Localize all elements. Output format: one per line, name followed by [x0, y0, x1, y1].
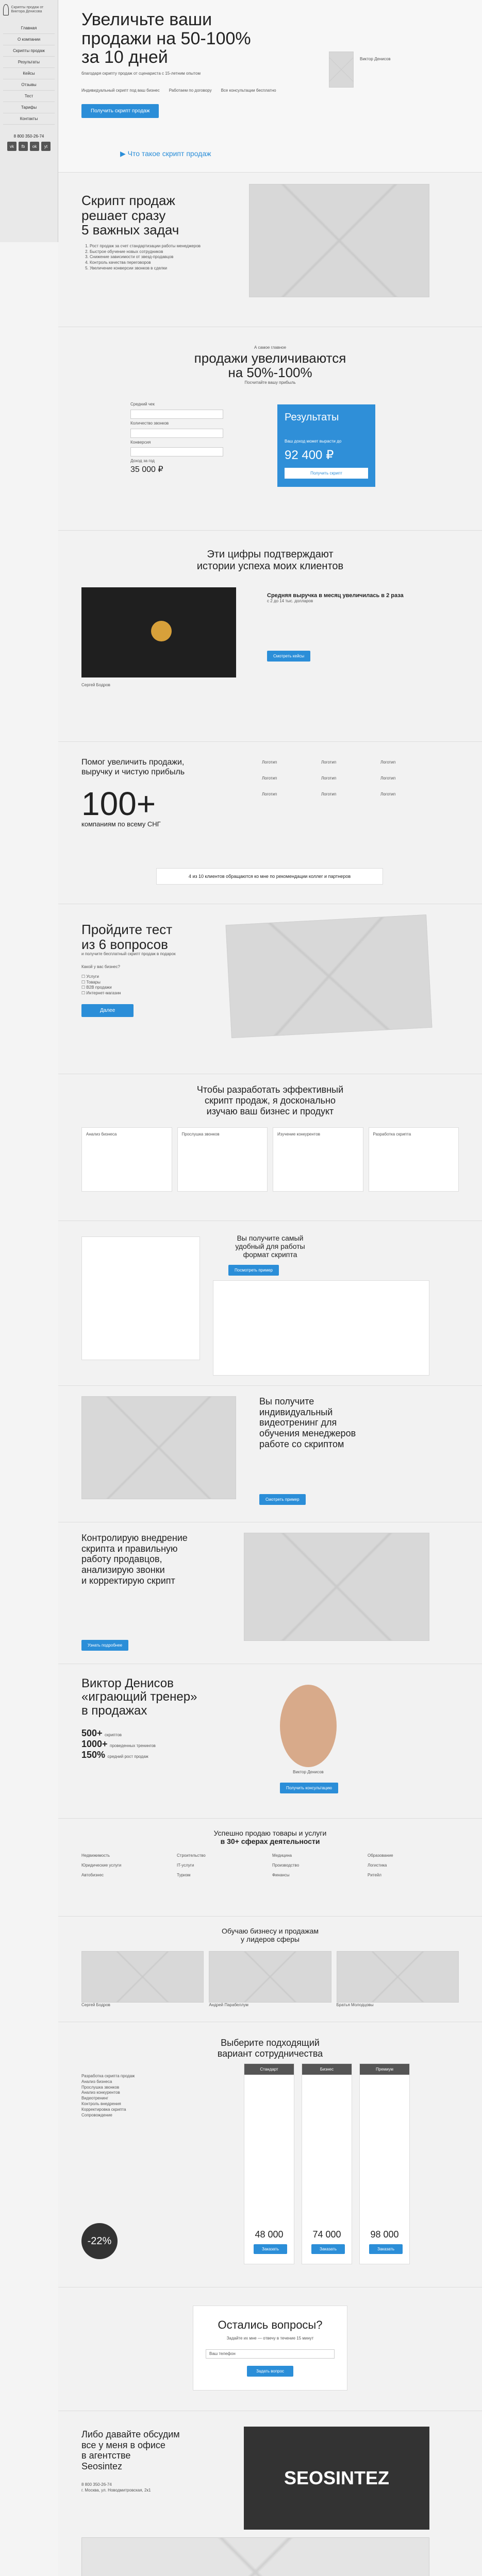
author-stats	[81, 1728, 459, 1760]
hero-bullet: Все консультации бесплатно	[221, 88, 276, 93]
case-text	[267, 592, 422, 662]
option-label: Товары	[86, 979, 101, 985]
video-link-label: Что такое скрипт продаж	[127, 149, 211, 158]
contacts-title-line: Seosintez	[81, 2461, 123, 2472]
ok-icon[interactable]: ok	[30, 142, 39, 151]
pricing-card	[244, 2063, 294, 2264]
leader-name: Андрей Парабеллум	[209, 2003, 248, 2007]
questions-title: Остались вопросы?	[218, 2318, 323, 2331]
plan-name: Премиум	[360, 2064, 409, 2075]
pricing-card	[302, 2063, 352, 2264]
hero-title-line-3: за 10 дней	[81, 47, 168, 67]
spheres-grid	[81, 1853, 459, 1878]
leaders-title-line: Обучаю бизнесу и продажам	[221, 1927, 319, 1935]
sidebar-phone[interactable]: 8 800 350-26-74	[13, 134, 44, 139]
questions-section	[58, 2287, 482, 2411]
play-icon[interactable]	[151, 621, 172, 641]
stat-label: проведенных тренингов	[110, 1743, 156, 1749]
pricing-feature: Контроль внедрения	[81, 2101, 121, 2106]
leader-photo	[81, 1951, 204, 2003]
control-title-line: работу продавцов,	[81, 1554, 162, 1565]
calls-input[interactable]	[130, 429, 223, 438]
author-section	[58, 1664, 482, 1819]
sidebar-item-home[interactable]: Главная	[3, 23, 55, 34]
control-title-line: анализирую звонки	[81, 1565, 165, 1575]
sphere-item: Производство	[272, 1862, 300, 1868]
task-item: 3. Снижение зависимости от звезд-продавцов	[90, 255, 219, 260]
leaders-section	[58, 1917, 482, 2022]
spheres-title	[81, 1829, 459, 1845]
pricing-title-line: вариант сотрудничества	[217, 2048, 323, 2059]
case-subtitle: с 2 до 14 тыс. долларов	[267, 599, 313, 603]
pricing-feature: Корректировка скрипта	[81, 2107, 126, 2112]
stat-value: 1000+	[81, 1739, 108, 1750]
control-title-line: Контролирую внедрение	[81, 1533, 188, 1543]
results-panel	[277, 404, 375, 487]
process-step: Прослушка звонков	[177, 1127, 268, 1192]
pricing-feature: Анализ бизнеса	[81, 2079, 112, 2084]
logo[interactable]	[3, 4, 55, 15]
company-logo: Логотип	[321, 791, 337, 796]
author-title	[81, 1677, 459, 1718]
video-title-line: индивидуальный	[259, 1406, 333, 1417]
sphere-item: Образование	[368, 1853, 393, 1858]
hero-bullet: Индивидуальный скрипт под ваш бизнес	[81, 88, 160, 93]
test-title-line: Пройдите тест	[81, 922, 173, 937]
training-button[interactable]: Смотреть пример	[259, 1494, 306, 1505]
calc-intro: А самое главное	[254, 345, 287, 350]
pricing-feature: Видеотренинг	[81, 2096, 108, 2101]
phone-input[interactable]: Ваш телефон	[206, 2349, 335, 2359]
stat-value: 500+	[81, 1728, 103, 1739]
author-title-line: «играющий тренер»	[81, 1690, 197, 1704]
sphere-item: Туризм	[177, 1872, 191, 1877]
get-script-button[interactable]: Получить скрипт продаж	[81, 104, 159, 118]
process-title	[81, 1084, 459, 1117]
results-value: 92 400 ₽	[285, 448, 334, 462]
control-photo	[244, 1533, 429, 1641]
sidebar-item-cases[interactable]: Кейсы	[3, 68, 55, 79]
company-logo: Логотип	[262, 791, 277, 796]
pricing-feature: Разработка скрипта продаж	[81, 2074, 135, 2078]
test-book-image	[226, 914, 433, 1038]
sphere-item: Финансы	[272, 1872, 290, 1877]
test-next-button[interactable]: Далее	[81, 1004, 134, 1017]
calc-title-line: продажи увеличиваются	[194, 350, 346, 366]
page	[58, 0, 482, 2576]
control-section	[58, 1522, 482, 1664]
company-logo: Логотип	[321, 760, 337, 765]
sphere-item: Медицина	[272, 1853, 292, 1858]
option-label: Услуги	[86, 974, 99, 979]
tasks-title-line: 5 важных задач	[81, 222, 179, 238]
author-photo	[280, 1685, 337, 1767]
proof-title	[81, 549, 459, 572]
sphere-item: Автобизнес	[81, 1872, 104, 1877]
control-title-line: скрипта и правильную	[81, 1543, 178, 1554]
results-label: Ваш доход может вырасти до	[285, 439, 342, 444]
test-subtitle: и получите бесплатный скрипт продаж в подарок	[81, 952, 176, 957]
leaders-grid	[81, 1951, 459, 2008]
training-video-image[interactable]	[81, 1396, 236, 1499]
sidebar-item-results[interactable]: Результаты	[3, 57, 55, 68]
questions-subtitle: Задайте их мне — отвечу в течение 15 минут	[226, 2336, 314, 2341]
seosintez-sign: SEOSINTEZ	[244, 2427, 429, 2530]
plan-name: Бизнес	[302, 2064, 352, 2075]
author-card-name: Виктор Денисов	[293, 1770, 324, 1774]
test-option[interactable]: ☐ Услуги	[81, 974, 99, 979]
plan-name: Стандарт	[244, 2064, 294, 2075]
pricing-cards	[244, 2063, 410, 2264]
cases-button[interactable]: Смотреть кейсы	[267, 651, 310, 662]
process-step: Изучение конкурентов	[273, 1127, 363, 1192]
calc-label: Количество звонков	[130, 420, 169, 426]
contacts-title-line: в агентстве	[81, 2450, 131, 2461]
proof-section	[58, 531, 482, 742]
sidebar-item-about[interactable]: О компании	[3, 34, 55, 45]
process-section	[58, 1074, 482, 1221]
calc-title-line: на 50%-100%	[228, 365, 312, 381]
logo-text: Скрипты продаж от Виктора Денисова	[11, 5, 44, 13]
task-item: 5. Увеличение конверсии звонков в сделки	[90, 266, 219, 272]
companies-section	[58, 742, 482, 904]
questions-card	[193, 2306, 347, 2391]
process-step: Разработка скрипта	[369, 1127, 459, 1192]
pricing-title	[81, 2038, 459, 2059]
sidebar-menu	[3, 23, 55, 125]
video-title-line: обучения менеджеров	[259, 1428, 356, 1439]
results-title: Результаты	[285, 412, 339, 423]
tasks-section	[58, 173, 482, 327]
companies-intro	[81, 757, 210, 777]
test-section	[58, 904, 482, 1074]
script-example-main	[213, 1280, 429, 1376]
leader-photo	[337, 1951, 459, 2003]
hero-person-name: Виктор Денисов	[360, 57, 391, 61]
video-player[interactable]	[81, 587, 236, 677]
option-label: Интернет-магазин	[86, 991, 121, 996]
contact-phone[interactable]: 8 800 350-26-74	[81, 2482, 112, 2487]
stat-label: средний рост продаж	[107, 1754, 148, 1759]
task-item: 2. Быстрое обучение новых сотрудников	[90, 249, 219, 255]
social-buttons	[3, 142, 55, 151]
leader-photo	[209, 1951, 331, 2003]
calc-label: Доход за год	[130, 459, 155, 464]
leaders-title-line: у лидеров сферы	[241, 1935, 300, 1943]
task-item: 4. Контроль качества переговоров	[90, 260, 219, 266]
test-title-line: из 6 вопросов	[81, 936, 168, 952]
example-button[interactable]: Посмотреть пример	[228, 1265, 279, 1276]
tasks-list	[90, 244, 219, 272]
plan-price: 98 000	[370, 2229, 399, 2240]
sphere-item: Логистика	[368, 1862, 387, 1868]
process-title-line: скрипт продаж, я досконально	[205, 1095, 336, 1106]
control-button[interactable]: Узнать подробнее	[81, 1640, 128, 1651]
calc-label: Средний чек	[130, 402, 155, 406]
process-title-line: Чтобы разработать эффективный	[196, 1084, 344, 1095]
stat-label: скриптов	[105, 1733, 122, 1738]
tasks-photo	[249, 184, 429, 297]
recommendation-note: 4 из 10 клиентов обращаются ко мне по рекомендации коллег и партнеров	[156, 868, 383, 885]
test-option[interactable]: ☐ Интернет-магазин	[81, 991, 121, 996]
proof-title-line: Эти цифры подтверждают	[207, 549, 334, 560]
format-section	[58, 1221, 482, 1386]
plan-price: 48 000	[255, 2229, 284, 2240]
calc-button[interactable]: Получить скрипт	[285, 468, 368, 479]
plan-price: 74 000	[312, 2229, 341, 2240]
hero-section	[58, 0, 482, 173]
leader-name: Сергей Бодров	[81, 2003, 110, 2007]
hero-title-line-1: Увеличьте ваши	[81, 10, 212, 29]
tasks-title-line: Скрипт продаж	[81, 193, 175, 208]
discount-badge: -22%	[81, 2223, 118, 2259]
control-title-line: и корректирую скрипт	[81, 1575, 175, 1586]
sidebar-item-reviews[interactable]: Отзывы	[3, 79, 55, 91]
company-logo: Логотип	[380, 775, 396, 781]
company-logo: Логотип	[321, 775, 337, 781]
test-question: Какой у вас бизнес?	[81, 964, 120, 969]
process-steps	[81, 1127, 459, 1192]
author-title-line: в продажах	[81, 1703, 147, 1718]
leaders-title	[81, 1927, 459, 1943]
sidebar-item-test[interactable]: Тест	[3, 91, 55, 102]
process-title-line: изучаю ваш бизнес и продукт	[206, 1106, 334, 1116]
facebook-icon[interactable]: fb	[19, 142, 28, 151]
sidebar-item-scripts[interactable]: Скрипты продаж	[3, 45, 55, 57]
companies-text: выручку и чистую прибыль	[81, 768, 185, 777]
pricing-feature: Прослушка звонков	[81, 2084, 120, 2090]
companies-count: 100+	[81, 785, 156, 823]
company-logo: Логотип	[262, 760, 277, 765]
contacts-title-line: все у меня в офисе	[81, 2439, 165, 2450]
tasks-title-line: решает сразу	[81, 207, 166, 223]
script-example-left	[81, 1236, 200, 1360]
reviewer-name: Сергей Бодров	[81, 683, 110, 687]
stat-value: 150%	[81, 1750, 106, 1760]
sidebar-item-contacts[interactable]: Контакты	[3, 113, 55, 125]
test-option[interactable]: ☐ Товары	[81, 979, 101, 985]
company-logo: Логотип	[380, 791, 396, 796]
hero-photo	[329, 52, 354, 88]
pricing-feature: Сопровождение	[81, 2112, 112, 2117]
calc-form	[130, 402, 223, 474]
video-title-line: видеотренинг для	[259, 1417, 337, 1428]
sphere-item: Строительство	[177, 1853, 206, 1858]
consultation-button[interactable]: Получить консультацию	[280, 1783, 338, 1793]
pricing-card	[359, 2063, 410, 2264]
logo-icon	[3, 4, 9, 15]
logo-grid	[262, 760, 429, 797]
video-training-section	[58, 1386, 482, 1522]
spheres-title-line: в 30+ сферах деятельности	[220, 1837, 320, 1845]
sidebar	[0, 0, 58, 242]
hero-title-line-2: продажи на 50-100%	[81, 28, 251, 48]
sidebar-item-pricing[interactable]: Тарифы	[3, 102, 55, 113]
video-link[interactable]: ▶ Что такое скрипт продаж	[120, 149, 211, 158]
process-step: Анализ бизнеса	[81, 1127, 172, 1192]
order-button[interactable]: Заказать	[369, 2244, 403, 2254]
youtube-icon[interactable]: yt	[41, 142, 51, 151]
sphere-item: Ритейл	[368, 1872, 381, 1877]
hero-bullet: Работаем по договору	[169, 88, 212, 93]
vk-icon[interactable]: vk	[7, 142, 16, 151]
calc-title	[81, 351, 459, 380]
order-button[interactable]: Заказать	[254, 2244, 287, 2254]
order-button[interactable]: Заказать	[311, 2244, 345, 2254]
calculator-section	[58, 327, 482, 531]
ask-question-button[interactable]: Задать вопрос	[247, 2366, 293, 2377]
company-logo: Логотип	[380, 760, 396, 765]
calc-label: Конверсия	[130, 439, 151, 445]
base-income: 35 000 ₽	[130, 465, 163, 474]
task-item: 1. Рост продаж за счет стандартизации работы менеджеров	[90, 244, 219, 249]
proof-title-line: истории успеха моих клиентов	[196, 561, 344, 572]
pricing-feature: Анализ конкурентов	[81, 2090, 120, 2095]
sphere-item: Недвижимость	[81, 1853, 110, 1858]
test-option[interactable]: ☐ B2B продажи	[81, 985, 112, 990]
case-title: Средняя выручка в месяц увеличилась в 2 раза	[267, 592, 404, 599]
leader-name: Братья Молодцовы	[336, 2003, 374, 2007]
video-title	[259, 1396, 356, 1449]
companies-text: Помог увеличить продажи,	[81, 758, 185, 767]
pricing-features	[81, 2074, 195, 2118]
video-title-line: Вы получите	[259, 1396, 314, 1406]
sphere-item: IT-услуги	[177, 1862, 194, 1868]
sphere-item: Юридические услуги	[81, 1862, 122, 1868]
contact-address: г. Москва, ул. Новодмитровская, 2к1	[81, 2487, 151, 2493]
contacts-section	[58, 2411, 482, 2576]
conversion-input[interactable]	[130, 447, 223, 456]
option-label: B2B продажи	[86, 985, 112, 990]
spheres-title-line: Успешно продаю товары и услуги	[213, 1829, 327, 1837]
office-map[interactable]	[81, 2537, 429, 2576]
calc-subtitle: Посчитайте вашу прибыль	[244, 380, 296, 385]
hero-subtitle: благодаря скрипту продаж от сценариста с 15-летним опытом	[81, 71, 201, 76]
spheres-section	[58, 1819, 482, 1917]
video-title-line: работе со скриптом	[259, 1438, 344, 1449]
company-logo: Логотип	[262, 775, 277, 781]
author-title-line: Виктор Денисов	[81, 1676, 174, 1690]
format-title: Вы получите самый удобный для работы формат скрипта	[235, 1234, 305, 1259]
companies-text-end: компаниям по всему СНГ	[81, 820, 161, 828]
avg-check-input[interactable]	[130, 410, 223, 419]
pricing-section	[58, 2022, 482, 2287]
pricing-title-line: Выберите подходящий	[221, 2038, 320, 2048]
contacts-title-line: Либо давайте обсудим	[81, 2429, 180, 2439]
